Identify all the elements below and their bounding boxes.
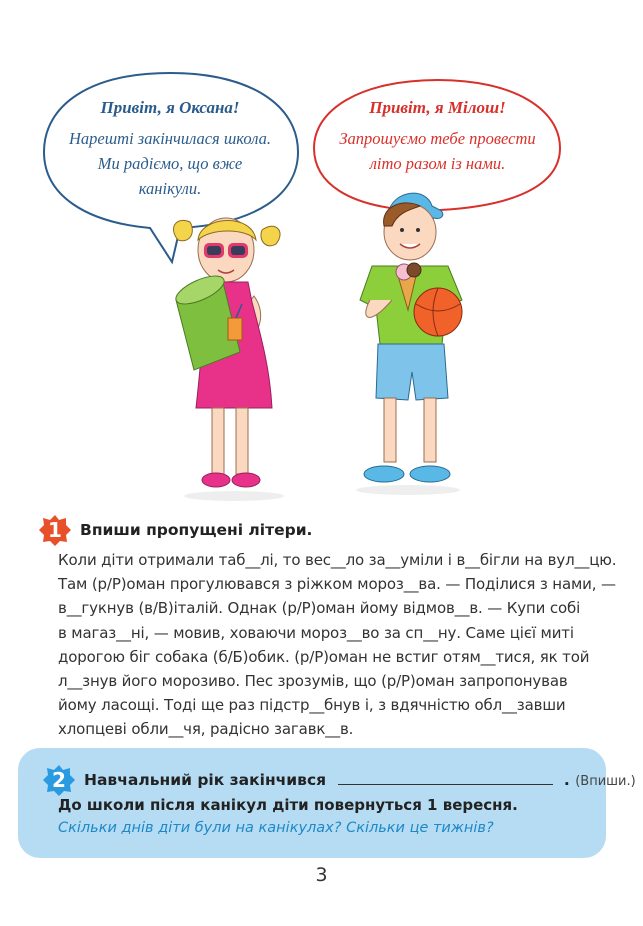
task1-line: в магаз__ні, — мовив, ховаючи мороз__во за сп__ну. Саме цієї миті — [58, 623, 574, 642]
bubble-right-line: Запрошуємо тебе провести — [339, 129, 536, 148]
bubble-right-text — [315, 96, 560, 176]
task1-number-badge — [38, 513, 72, 547]
task2-question: Скільки днів діти були на канікулах? Скільки це тижнів? — [58, 820, 494, 836]
bubble-left-line: канікули. — [138, 179, 202, 198]
bubble-right-title: Привіт, я Мілош! — [369, 98, 506, 117]
bubble-left-line: Нарешті закінчилася школа. — [68, 129, 272, 148]
task1-line: дорогою біг собака (б/Б)обик. (р/Р)оман не встиг отям__тися, як той — [58, 647, 590, 666]
task2-number-badge — [42, 763, 76, 797]
task1-line: в__гукнув (в/В)італій. Однак (р/Р)оман йому відмов__в. — Купи собі — [58, 599, 581, 618]
task1-title: Впиши пропущені літери. — [80, 521, 313, 539]
task1-number: 1 — [48, 518, 62, 542]
task1-text — [58, 548, 617, 742]
girl-figure — [172, 218, 284, 501]
task2-hint: (Впиши.) — [575, 774, 636, 789]
bubble-left-text — [40, 96, 300, 201]
task2-number: 2 — [52, 768, 66, 792]
bubble-left-line: Ми радіємо, що вже — [97, 154, 243, 173]
task1-line: йому ласощі. Тоді ще раз підстр__бнув і, з вдячністю обл__завши — [58, 696, 566, 715]
task1-header — [38, 512, 312, 548]
bubble-left-title: Привіт, я Оксана! — [100, 98, 240, 117]
task1-line: Коли діти отримали таб__лі, то вес__ло за__уміли і в__бігли на вул__цю. — [58, 551, 617, 569]
answer-blank[interactable] — [338, 771, 553, 785]
task2-line2: До школи після канікул діти повернуться 1 вересня. — [58, 796, 518, 814]
task1-line: хлопцеві обли__чя, радісно загавк__в. — [58, 720, 354, 739]
task2-prefix: Навчальний рік закінчився — [84, 771, 327, 789]
task2-header — [42, 763, 636, 797]
task1-line: л__знув його морозиво. Пес зрозумів, що (р/Р)оман запропонував — [58, 672, 568, 691]
bubble-right-line: літо разом із нами. — [369, 154, 506, 173]
task1-line: Там (р/Р)оман прогулювався з ріжком мороз__ва. — Поділися з нами, — — [58, 575, 616, 594]
boy-figure — [356, 193, 462, 495]
task2-title — [84, 771, 636, 789]
page-number: 3 — [315, 864, 328, 886]
task2-suffix: . — [563, 771, 570, 789]
